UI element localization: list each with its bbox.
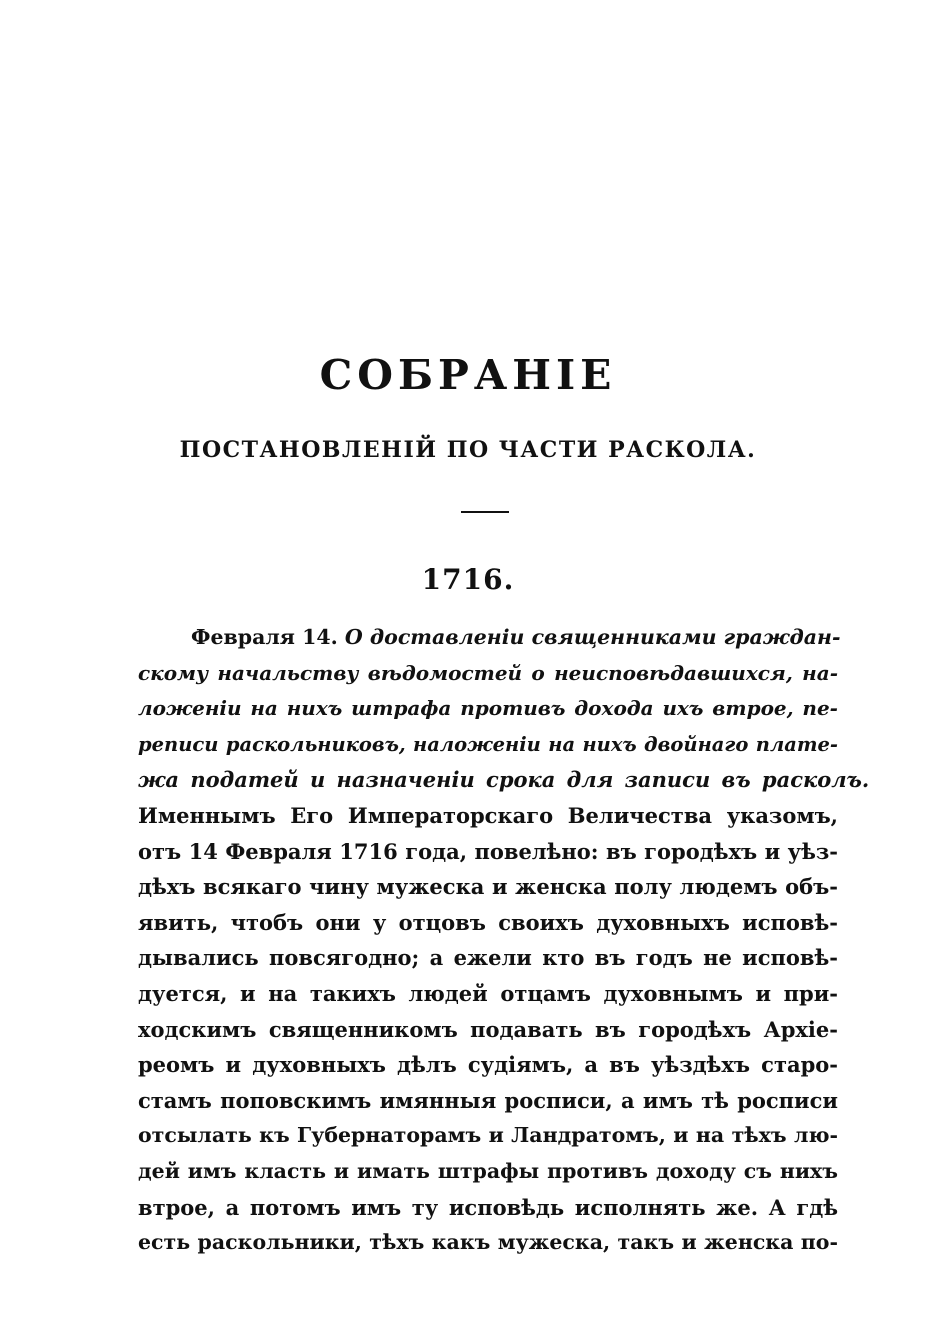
text-line-13: реомъ и духовныхъ дѣлъ судіямъ, а въ уѣздѣхъ старо- bbox=[138, 1052, 838, 1078]
text-line-8: дѣхъ всякаго чину мужеска и женска полу людемъ объ- bbox=[138, 874, 838, 900]
page-subtitle: ПОСТАНОВЛЕНІЙ ПО ЧАСТИ РАСКОЛА. bbox=[179, 437, 757, 463]
text-line-1 bbox=[138, 620, 841, 656]
text-line-12: ходскимъ священникомъ подавать въ городѣхъ Архіе- bbox=[138, 1016, 838, 1042]
text-line-11: дуется, и на такихъ людей отцамъ духовнымъ и при- bbox=[138, 980, 838, 1006]
text-line-14: стамъ поповскимъ имянныя росписи, а имъ тѣ росписи bbox=[138, 1087, 838, 1113]
text-line-16: дей имъ класть и имать штрафы противъ доходу съ нихъ bbox=[138, 1158, 838, 1183]
text-line-4: реписи раскольниковъ, наложеніи на нихъ двойнаго плате- bbox=[138, 732, 838, 756]
decree-date: Февраля 14. bbox=[191, 625, 338, 649]
decree-summary-start: О доставленіи священниками граждан- bbox=[344, 625, 841, 649]
text-line-10: дывались повсягодно; а ежели кто въ годъ не исповѣ- bbox=[138, 945, 838, 971]
text-line-3: ложеніи на нихъ штрафа противъ дохода ихъ втрое, пе- bbox=[138, 696, 838, 721]
text-line-9: явить, чтобъ они у отцовъ своихъ духовныхъ исповѣ- bbox=[138, 909, 838, 935]
page-title: СОБРАНІЕ bbox=[319, 351, 617, 399]
text-line-5: жа податей и назначеніи срока для записи въ расколъ. bbox=[138, 767, 870, 793]
text-line-18: есть раскольники, тѣхъ какъ мужеска, такъ и женска по- bbox=[138, 1230, 838, 1255]
decree-text bbox=[138, 620, 870, 1261]
year-heading: 1716. bbox=[421, 563, 515, 596]
text-line-6: Именнымъ Его Императорскаго Величества указомъ, bbox=[138, 802, 838, 828]
text-line-15: отсылать къ Губернаторамъ и Ландратомъ, и на тѣхъ лю- bbox=[138, 1123, 838, 1148]
text-line-17: втрое, а потомъ имъ ту исповѣдь исполнять же. А гдѣ bbox=[138, 1194, 838, 1220]
section-divider bbox=[461, 511, 509, 513]
text-line-2: скому начальству вѣдомостей о неисповѣдавшихся, на- bbox=[138, 660, 838, 685]
text-line-7: отъ 14 Февраля 1716 года, повелѣно: въ городѣхъ и уѣз- bbox=[138, 838, 838, 864]
